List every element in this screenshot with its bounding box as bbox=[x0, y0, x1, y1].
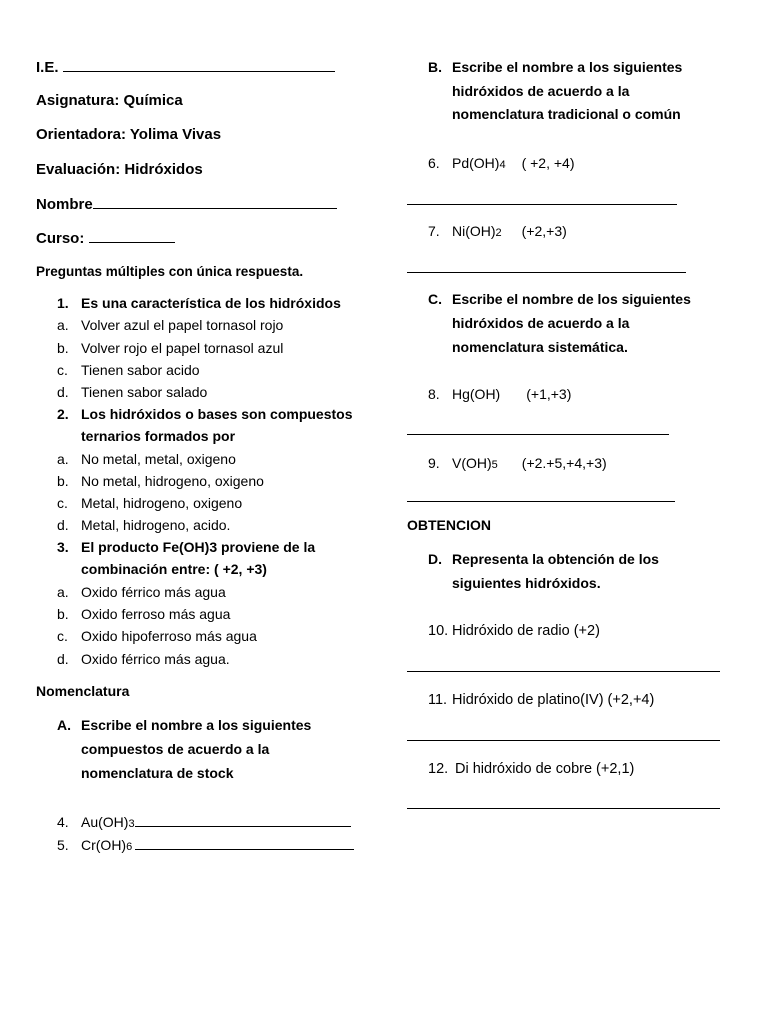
name-label: Nombre bbox=[36, 196, 93, 213]
ie-blank-line[interactable] bbox=[63, 58, 335, 72]
option-letter: c. bbox=[57, 362, 68, 378]
option-text[interactable]: Volver azul el papel tornasol rojo bbox=[81, 317, 284, 333]
item-8-number: 8. bbox=[428, 386, 440, 402]
teacher-line: Orientadora: Yolima Vivas bbox=[36, 126, 222, 143]
subject-line: Asignatura: Química bbox=[36, 92, 183, 109]
section-d-letter: D. bbox=[428, 551, 442, 567]
option-letter: d. bbox=[57, 517, 69, 533]
course-blank-line[interactable] bbox=[89, 229, 175, 243]
question-3-stem-line1: El producto Fe(OH)3 proviene de la bbox=[81, 539, 316, 555]
section-a-line1: Escribe el nombre a los siguientes bbox=[81, 717, 312, 733]
section-a-line2: compuestos de acuerdo a la bbox=[81, 741, 270, 757]
item-11-text: Hidróxido de platino(IV) (+2,+4) bbox=[452, 692, 655, 708]
answer-line[interactable] bbox=[407, 434, 669, 435]
section-a-line3: nomenclatura de stock bbox=[81, 765, 234, 781]
answer-line[interactable] bbox=[407, 740, 720, 741]
option-letter: c. bbox=[57, 495, 68, 511]
nomenclature-title: Nomenclatura bbox=[36, 683, 130, 699]
question-1-stem: Es una característica de los hidróxidos bbox=[81, 295, 341, 311]
section-b-line2: hidróxidos de acuerdo a la bbox=[452, 83, 630, 99]
item-6-number: 6. bbox=[428, 155, 440, 171]
formula: V(OH) bbox=[452, 455, 492, 471]
option-text[interactable]: Oxido hipoferroso más agua bbox=[81, 628, 257, 644]
item-7 bbox=[452, 221, 567, 243]
option-text[interactable]: Oxido férrico más agua bbox=[81, 584, 226, 600]
valence: (+1,+3) bbox=[526, 386, 572, 402]
item-12-text: Di hidróxido de cobre (+2,1) bbox=[455, 761, 635, 777]
obtencion-title: OBTENCION bbox=[407, 517, 491, 533]
formula-subscript: 5 bbox=[491, 459, 498, 471]
item-4 bbox=[81, 812, 351, 834]
item-10-text: Hidróxido de radio (+2) bbox=[452, 623, 600, 639]
section-d-line2: siguientes hidróxidos. bbox=[452, 575, 601, 591]
item-9 bbox=[452, 453, 607, 475]
option-text[interactable]: No metal, metal, oxigeno bbox=[81, 451, 236, 467]
ie-field bbox=[36, 58, 335, 78]
section-c-letter: C. bbox=[428, 291, 442, 307]
valence: (+2.+5,+4,+3) bbox=[521, 455, 607, 471]
option-text[interactable]: Oxido férrico más agua. bbox=[81, 651, 230, 667]
valence: (+2,+3) bbox=[521, 223, 567, 239]
item-9-number: 9. bbox=[428, 455, 440, 471]
formula: Cr(OH) bbox=[81, 837, 127, 853]
question-2-stem-line1: Los hidróxidos o bases son compuestos bbox=[81, 406, 353, 422]
item-5-number: 5. bbox=[57, 837, 69, 853]
formula: Ni(OH) bbox=[452, 223, 496, 239]
section-b-letter: B. bbox=[428, 59, 442, 75]
evaluation-line: Evaluación: Hidróxidos bbox=[36, 161, 203, 178]
item-11-number: 11. bbox=[428, 692, 448, 708]
option-letter: d. bbox=[57, 651, 69, 667]
answer-line[interactable] bbox=[135, 836, 354, 850]
option-letter: a. bbox=[57, 451, 69, 467]
answer-line[interactable] bbox=[407, 272, 686, 273]
option-text[interactable]: Tienen sabor salado bbox=[81, 384, 208, 400]
question-2-stem-line2: ternarios formados por bbox=[81, 428, 236, 444]
formula: Pd(OH) bbox=[452, 155, 500, 171]
section-c-line1: Escribe el nombre de los siguientes bbox=[452, 291, 691, 307]
formula: Au(OH) bbox=[81, 814, 129, 830]
question-2-number: 2. bbox=[57, 406, 69, 422]
answer-line[interactable] bbox=[407, 204, 677, 205]
answer-line[interactable] bbox=[407, 501, 675, 502]
option-letter: d. bbox=[57, 384, 69, 400]
item-6 bbox=[452, 153, 575, 175]
section-d-line1: Representa la obtención de los bbox=[452, 551, 659, 567]
option-text[interactable]: No metal, hidrogeno, oxigeno bbox=[81, 473, 264, 489]
answer-line[interactable] bbox=[135, 813, 351, 827]
course-field bbox=[36, 229, 175, 249]
instructions: Preguntas múltiples con única respuesta. bbox=[36, 264, 304, 279]
option-text[interactable]: Tienen sabor acido bbox=[81, 362, 200, 378]
option-letter: c. bbox=[57, 628, 68, 644]
option-letter: b. bbox=[57, 473, 69, 489]
section-c-line2: hidróxidos de acuerdo a la bbox=[452, 315, 630, 331]
option-letter: b. bbox=[57, 340, 69, 356]
option-letter: b. bbox=[57, 606, 69, 622]
item-8 bbox=[452, 384, 571, 404]
question-1-number: 1. bbox=[57, 295, 69, 311]
formula-subscript: 3 bbox=[128, 818, 135, 830]
option-text[interactable]: Metal, hidrogeno, oxigeno bbox=[81, 495, 243, 511]
option-letter: a. bbox=[57, 317, 69, 333]
option-text[interactable]: Oxido ferroso más agua bbox=[81, 606, 231, 622]
option-text[interactable]: Metal, hidrogeno, acido. bbox=[81, 517, 231, 533]
section-b-line3: nomenclatura tradicional o común bbox=[452, 106, 681, 122]
item-4-number: 4. bbox=[57, 814, 69, 830]
section-c-line3: nomenclatura sistemática. bbox=[452, 339, 628, 355]
section-a-letter: A. bbox=[57, 717, 71, 733]
ie-label: I.E. bbox=[36, 59, 59, 76]
formula-subscript: 2 bbox=[495, 227, 502, 239]
name-blank-line[interactable] bbox=[93, 195, 337, 209]
answer-line[interactable] bbox=[407, 671, 720, 672]
question-3-stem-line2: combinación entre: ( +2, +3) bbox=[81, 561, 267, 577]
item-5 bbox=[81, 835, 354, 857]
option-letter: a. bbox=[57, 584, 69, 600]
item-7-number: 7. bbox=[428, 223, 440, 239]
question-3-number: 3. bbox=[57, 539, 69, 555]
item-10-number: 10. bbox=[428, 623, 449, 639]
option-text[interactable]: Volver rojo el papel tornasol azul bbox=[81, 340, 284, 356]
section-b-line1: Escribe el nombre a los siguientes bbox=[452, 59, 683, 75]
answer-line[interactable] bbox=[407, 808, 720, 809]
formula-subscript: 4 bbox=[499, 159, 506, 171]
item-12-number: 12. bbox=[428, 761, 449, 777]
formula: Hg(OH) bbox=[452, 386, 501, 402]
name-field bbox=[36, 195, 337, 215]
valence: ( +2, +4) bbox=[521, 155, 575, 171]
formula-subscript: 6 bbox=[126, 841, 133, 853]
course-label: Curso: bbox=[36, 230, 85, 247]
